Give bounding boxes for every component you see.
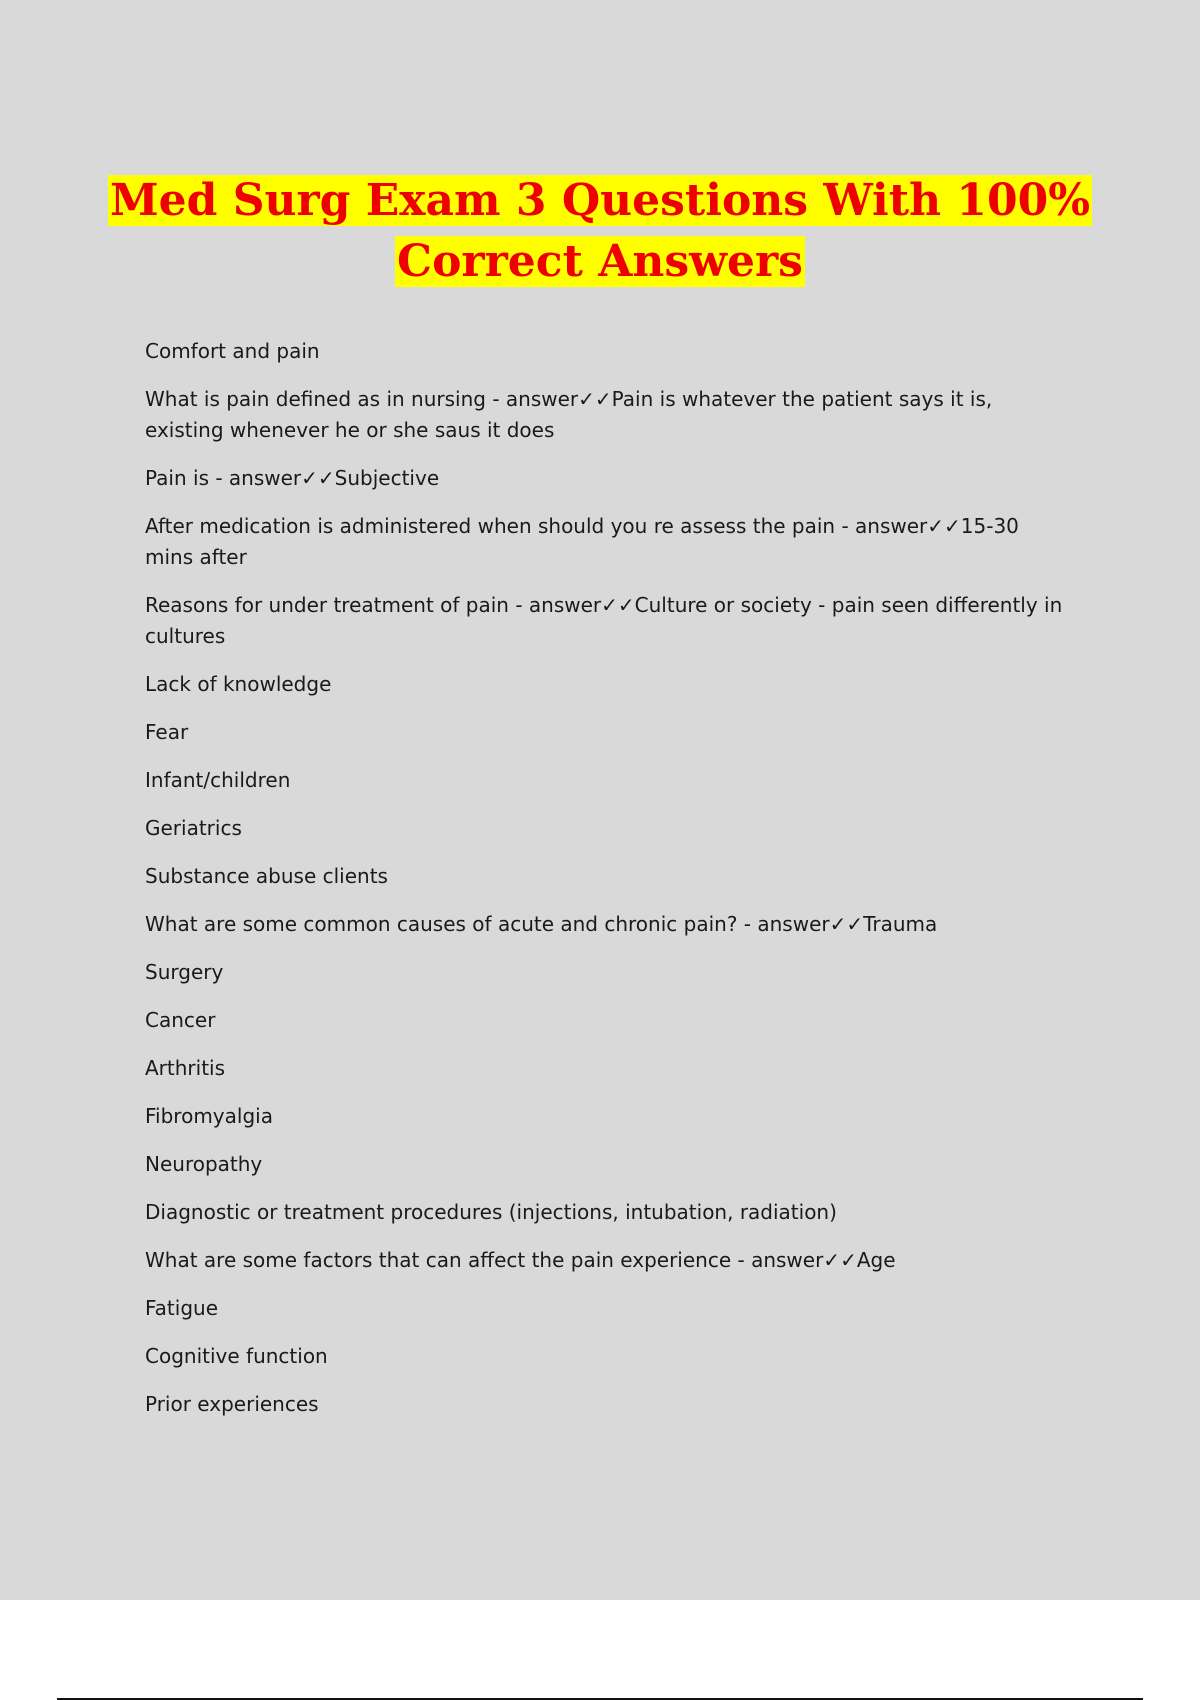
paragraph: Geriatrics bbox=[145, 816, 242, 840]
paragraph: What is pain defined as in nursing - answer✓✓Pain is whatever the patient says it is, existing whenever he or she saus it does bbox=[145, 387, 993, 442]
paragraph: Cognitive function bbox=[145, 1344, 328, 1368]
title-line-1: Med Surg Exam 3 Questions With 100% bbox=[109, 175, 1091, 226]
paragraph: Prior experiences bbox=[145, 1392, 319, 1416]
paragraph: Neuropathy bbox=[145, 1152, 263, 1176]
paragraph: Infant/children bbox=[145, 768, 291, 792]
paragraph: Cancer bbox=[145, 1008, 216, 1032]
paragraph: Substance abuse clients bbox=[145, 864, 388, 888]
paragraph: Fear bbox=[145, 720, 189, 744]
paragraph: Lack of knowledge bbox=[145, 672, 332, 696]
paragraph: Fibromyalgia bbox=[145, 1104, 273, 1128]
document-body bbox=[145, 336, 1065, 1437]
paragraph: Arthritis bbox=[145, 1056, 226, 1080]
document-title bbox=[0, 170, 1200, 292]
title-line-2: Correct Answers bbox=[397, 236, 803, 287]
paragraph: Pain is - answer✓✓Subjective bbox=[145, 466, 440, 490]
paragraph: Fatigue bbox=[145, 1296, 218, 1320]
paragraph: After medication is administered when should you re assess the pain - answer✓✓15-30 mins after bbox=[145, 514, 1019, 569]
paragraph: Comfort and pain bbox=[145, 339, 320, 363]
paragraph: Surgery bbox=[145, 960, 224, 984]
paragraph: Reasons for under treatment of pain - answer✓✓Culture or society - pain seen differently in cultures bbox=[145, 593, 1063, 648]
paragraph: What are some factors that can affect the pain experience - answer✓✓Age bbox=[145, 1248, 896, 1272]
paragraph: What are some common causes of acute and chronic pain? - answer✓✓Trauma bbox=[145, 912, 938, 936]
paragraph: Diagnostic or treatment procedures (injections, intubation, radiation) bbox=[145, 1200, 837, 1224]
